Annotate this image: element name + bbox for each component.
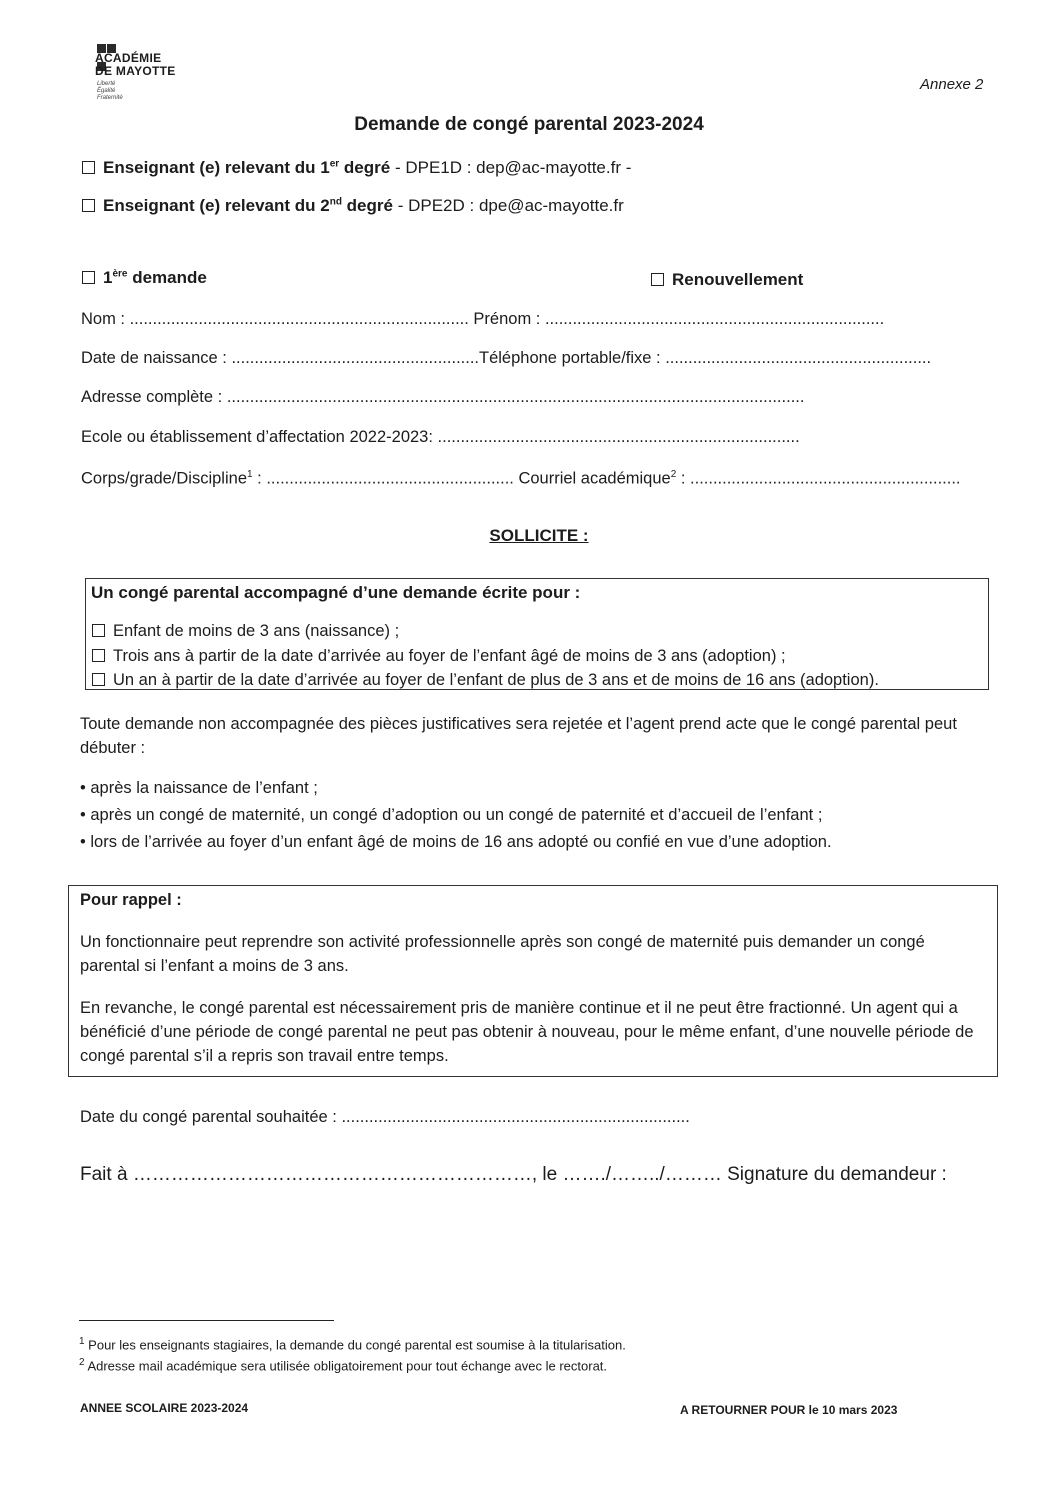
- notice-text: Toute demande non accompagnée des pièces justificatives sera rejetée et l’agent prend acte que le congé parental peut débuter :: [80, 715, 957, 757]
- corps-field[interactable]: [81, 469, 961, 489]
- notice-bullet-3: • lors de l’arrivée au foyer d’un enfant âgé de moins de 16 ans adopté ou confié en vue d’une adoption.: [80, 833, 832, 851]
- fait-label: Fait à: [80, 1164, 133, 1185]
- prenom-label: Prénom :: [468, 310, 545, 328]
- first-request-label: demande: [127, 268, 207, 287]
- motto-1: Liberté: [97, 81, 116, 87]
- signature-line[interactable]: [80, 1164, 947, 1186]
- courriel-dots: : ...........................................................: [676, 469, 961, 488]
- date-conge-label: Date du congé parental souhaitée :: [80, 1108, 342, 1126]
- option-adoption-3ans[interactable]: [92, 647, 786, 666]
- nom-dots: ..........................................................................: [129, 310, 469, 328]
- first-request-sup: ère: [112, 268, 128, 280]
- courriel-footnote-ref: 2: [670, 469, 677, 480]
- option-adoption-16ans[interactable]: [92, 671, 879, 690]
- footnote-divider: [79, 1320, 334, 1321]
- first-degree-option[interactable]: [82, 158, 631, 178]
- option-adoption-16ans-checkbox[interactable]: [92, 673, 105, 686]
- first-degree-contact: - DPE1D : dep@ac-mayotte.fr -: [390, 158, 632, 177]
- notice-bullet-1-text: après la naissance de l’enfant ;: [90, 779, 318, 797]
- corps-footnote-ref: 1: [247, 469, 253, 480]
- option-naissance-label: Enfant de moins de 3 ans (naissance) ;: [113, 622, 400, 640]
- logo-line-1: ACADÉMIE: [95, 51, 162, 65]
- sollicite-heading: SOLLICITE :: [489, 526, 589, 545]
- nom-label: Nom :: [81, 310, 130, 328]
- ecole-field[interactable]: [81, 428, 800, 447]
- second-degree-sup: nd: [329, 196, 342, 208]
- date-conge-dots: ............................................................................: [341, 1108, 690, 1126]
- motto-3: Fraternité: [97, 95, 123, 101]
- footer-school-year: ANNEE SCOLAIRE 2023-2024: [80, 1401, 249, 1415]
- academy-logo: [95, 52, 176, 78]
- logo-line-2: DE MAYOTTE: [95, 64, 176, 78]
- prenom-dots: ..........................................................................: [544, 310, 885, 328]
- first-degree-label2: degré: [339, 158, 391, 177]
- second-degree-contact: - DPE2D : dpe@ac-mayotte.fr: [392, 196, 624, 215]
- footer-return-date: A RETOURNER POUR le 10 mars 2023: [680, 1403, 898, 1417]
- adresse-dots: ..............................................................................................................................: [226, 388, 805, 406]
- reminder-para-2: En revanche, le congé parental est nécessairement pris de manière continue et il ne peut être fractionné. Un agent qui a bénéficié d’une période de congé parental ne peut pas obtenir à nouveau, pour le même enfant, d’une nouvelle période de congé parental s’il a repris son travail entre temps.: [80, 999, 974, 1065]
- first-request-checkbox[interactable]: [82, 271, 95, 284]
- courriel-label: Courriel académique: [513, 469, 671, 488]
- renewal-label: Renouvellement: [672, 270, 804, 289]
- footnote-1: [79, 1336, 626, 1352]
- footnote-1-num: 1: [79, 1336, 85, 1347]
- option-adoption-3ans-label: Trois ans à partir de la date d’arrivée au foyer de l’enfant âgé de moins de 3 ans (adoption) ;: [113, 647, 786, 665]
- second-degree-label2: degré: [341, 196, 393, 215]
- footnote-2-text: Adresse mail académique sera utilisée obligatoirement pour tout échange avec le rectorat.: [84, 1358, 608, 1374]
- notice-bullet-2-text: après un congé de maternité, un congé d’adoption ou un congé de paternité et d’accueil de l’enfant ;: [90, 806, 823, 824]
- option-naissance[interactable]: [92, 622, 399, 641]
- annexe-label: Annexe 2: [920, 76, 984, 93]
- le-label: , le: [531, 1164, 563, 1185]
- option-naissance-checkbox[interactable]: [92, 624, 105, 637]
- fait-dots: ………………………………………………………: [132, 1164, 532, 1185]
- nom-field[interactable]: [81, 310, 884, 329]
- second-degree-option[interactable]: [82, 196, 624, 216]
- renewal-option[interactable]: [651, 270, 803, 290]
- ecole-dots: ...............................................................................: [437, 428, 800, 446]
- reminder-heading: Pour rappel :: [80, 891, 182, 909]
- option-adoption-16ans-label: Un an à partir de la date d’arrivée au foyer de l’enfant de plus de 3 ans et de moins de 16 ans (adoption).: [113, 671, 879, 689]
- naissance-label: Date de naissance :: [81, 349, 232, 367]
- logo-motto: [97, 81, 123, 102]
- notice-bullet-2: • après un congé de maternité, un congé d’adoption ou un congé de paternité et d’accueil de l’enfant ;: [80, 806, 823, 824]
- naissance-dots: ......................................................: [231, 349, 479, 367]
- ecole-label: Ecole ou établissement d’affectation 2022-2023:: [81, 428, 438, 446]
- option-adoption-3ans-checkbox[interactable]: [92, 649, 105, 662]
- telephone-label: Téléphone portable/fixe :: [479, 349, 666, 367]
- leave-options-heading: Un congé parental accompagné d’une demande écrite pour :: [91, 583, 581, 602]
- reminder-para-1: Un fonctionnaire peut reprendre son activité professionnelle après son congé de maternité puis demander un congé parental si l’enfant a moins de 3 ans.: [80, 933, 925, 975]
- naissance-field[interactable]: [81, 349, 931, 368]
- corps-label: Corps/grade/Discipline: [81, 469, 247, 488]
- page-title: Demande de congé parental 2023-2024: [354, 114, 704, 135]
- signature-label: Signature du demandeur :: [721, 1164, 947, 1185]
- motto-2: Égalité: [97, 88, 116, 94]
- notice-bullet-1: • après la naissance de l’enfant ;: [80, 779, 318, 797]
- corps-dots: : ......................................................: [252, 469, 514, 488]
- footnote-2: [79, 1357, 607, 1373]
- first-request-num: 1: [103, 268, 113, 287]
- first-degree-label: Enseignant (e) relevant du 1: [103, 158, 330, 177]
- date-dots: ……./……../………: [562, 1164, 722, 1185]
- adresse-label: Adresse complète :: [81, 388, 227, 406]
- notice-bullet-3-text: lors de l’arrivée au foyer d’un enfant âgé de moins de 16 ans adopté ou confié en vue d’une adoption.: [90, 833, 832, 851]
- telephone-dots: ..........................................................: [665, 349, 932, 367]
- second-degree-checkbox[interactable]: [82, 199, 95, 212]
- adresse-field[interactable]: [81, 388, 804, 407]
- footnote-1-text: Pour les enseignants stagiaires, la demande du congé parental est soumise à la titularisation.: [84, 1337, 626, 1353]
- renewal-checkbox[interactable]: [651, 273, 664, 286]
- first-degree-sup: er: [329, 158, 340, 170]
- first-request-option[interactable]: [82, 268, 207, 288]
- footnote-2-num: 2: [79, 1357, 85, 1368]
- second-degree-label: Enseignant (e) relevant du 2: [103, 196, 330, 215]
- republic-flag-icon: [97, 40, 125, 49]
- first-degree-checkbox[interactable]: [82, 161, 95, 174]
- date-conge-field[interactable]: [80, 1108, 690, 1127]
